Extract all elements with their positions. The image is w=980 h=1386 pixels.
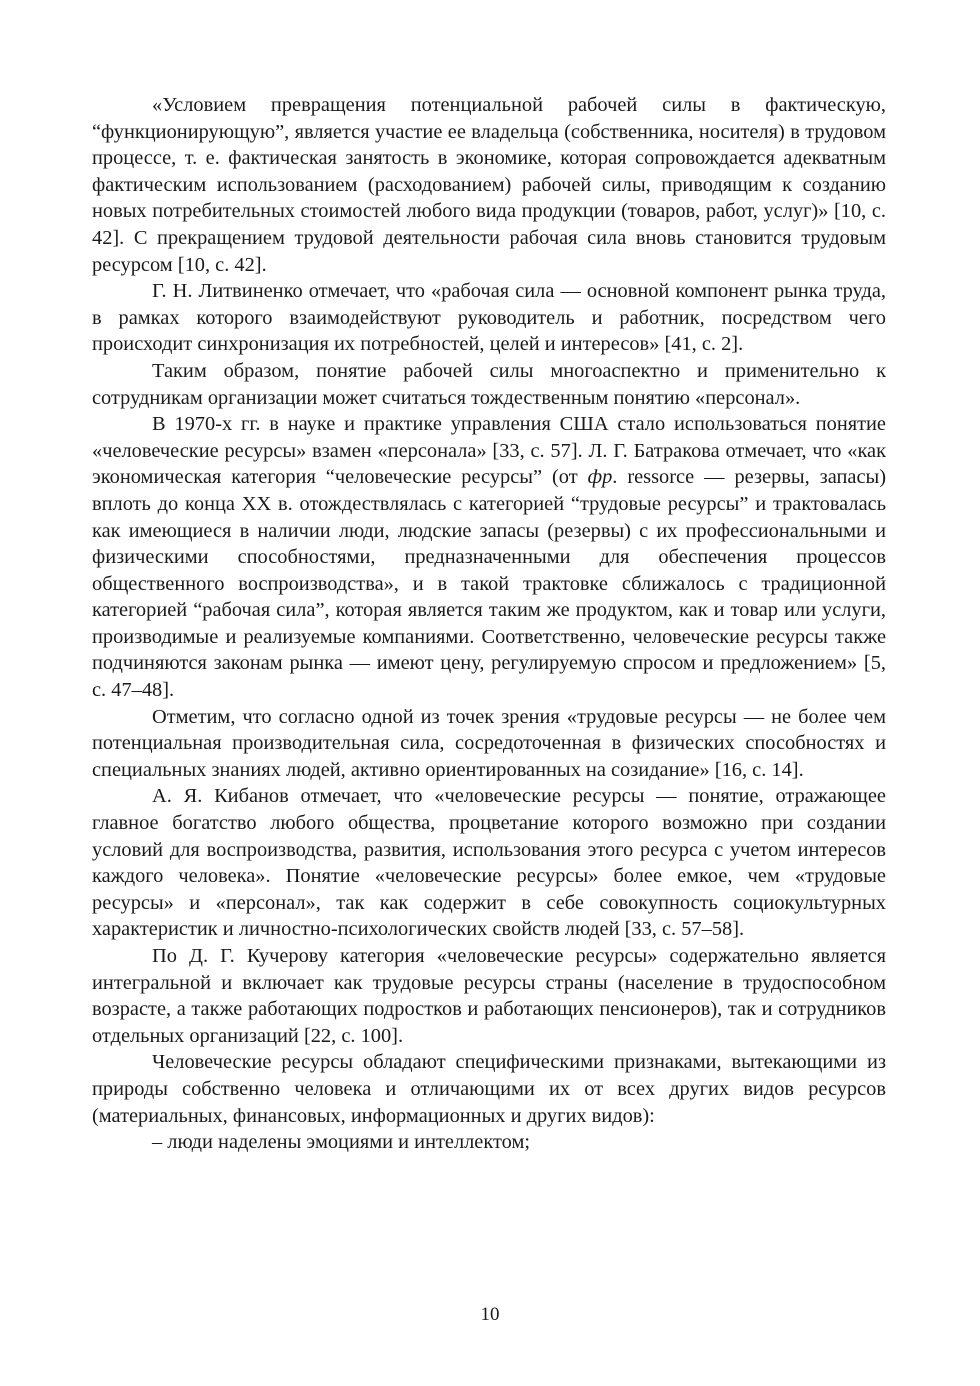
paragraph-6-text: А. Я. Кибанов отмечает, что «человеческие ресурсы — понятие, отражающее главное богатство любого общества, процветание которого возможно при создании условий для воспроизводства, развития, использования этого ресурса с учетом интересов каждого человека». Понятие «человеческие ресурсы» более емкое, чем «трудовые ресурсы» и «персонал», так как содержит в себе совокупность социокультурных характеристик и личностно-психологических свойств людей [33, с. 57–58]. (92, 785, 886, 941)
page-number: 10 (480, 1304, 500, 1325)
paragraph-7-text: По Д. Г. Кучерову категория «человеческие ресурсы» содержательно является интегральной и включает как трудовые ресурсы страны (население в трудоспособном возрасте, а также работающих подростков и работающих пенсионеров), так и сотрудников отдельных организаций [22, с. 100]. (92, 945, 886, 1047)
paragraph-2-text: Г. Н. Литвиненко отмечает, что «рабочая сила — основной компонент рынка труда, в рамках которого взаимодействуют руководитель и работник, посредством чего происходит синхронизация их потребностей, целей и интересов» [41, с. 2]. (92, 280, 886, 356)
paragraph-2 (92, 278, 886, 358)
list-item-text: – люди наделены эмоциями и интеллектом; (152, 1131, 531, 1154)
paragraph-1-text: «Условием превращения потенциальной рабочей силы в фактическую, “функционирующую”, является участие ее владельца (собственника, носителя) в трудовом процессе, т. е. фактическая занятость в экономике, которая сопровождается адекватным фактическим использованием (расходованием) рабочей силы, приводящим к созданию новых потребительных стоимостей любого вида продукции (товаров, работ, услуг)» [10, с. 42]. С прекращением трудовой деятельности рабочая сила вновь становится трудовым ресурсом [10, с. 42]. (92, 94, 886, 276)
paragraph-1 (92, 92, 886, 278)
paragraph-4-italic-abbr: фр (587, 466, 613, 489)
paragraph-5 (92, 704, 886, 784)
paragraph-8-text: Человеческие ресурсы обладают специфическими признаками, вытекающими из природы собственно человека и отличающими их от всех других видов ресурсов (материальных, финансовых, информационных и других видов): (92, 1051, 886, 1127)
paragraph-4-text-b: . ressorce — резервы, запасы) вплоть до конца XX в. отождествлялась с категорией “трудовые ресурсы” и трактовалась как имеющиеся в наличии люди, людские запасы (резервы) с их профессиональными и физическими способностями, предназначенными для обеспечения процессов общественного воспроизводства», и в такой трактовке сближалось с традиционной категорией “рабочая сила”, которая является таким же продуктом, как и товар или услуги, производимые и реализуемые компаниями. Соответственно, человеческие ресурсы также подчиняются законам рынка — имеют цену, регулируемую спросом и предложением» [5, с. 47–48]. (92, 466, 886, 702)
paragraph-3 (92, 358, 886, 411)
document-page (92, 92, 886, 1156)
list-item (92, 1129, 886, 1156)
paragraph-4-text-a: В 1970-х гг. в науке и практике управления США стало использоваться понятие «человеческие ресурсы» взамен «персонала» [33, с. 57]. Л. Г. Батракова отмечает, что «как экономическая категория “человеческие ресурсы” (от (92, 413, 886, 489)
paragraph-3-text: Таким образом, понятие рабочей силы многоаспектно и применительно к сотрудникам организации может считаться тождественным понятию «персонал». (92, 359, 886, 409)
paragraph-8 (92, 1049, 886, 1129)
paragraph-4 (92, 411, 886, 704)
paragraph-6 (92, 783, 886, 943)
paragraph-5-text: Отметим, что согласно одной из точек зрения «трудовые ресурсы — не более чем потенциальная производительная сила, сосредоточенная в физических способностях и специальных знаниях людей, активно ориентированных на созидание» [16, с. 14]. (92, 705, 886, 781)
paragraph-7 (92, 943, 886, 1049)
